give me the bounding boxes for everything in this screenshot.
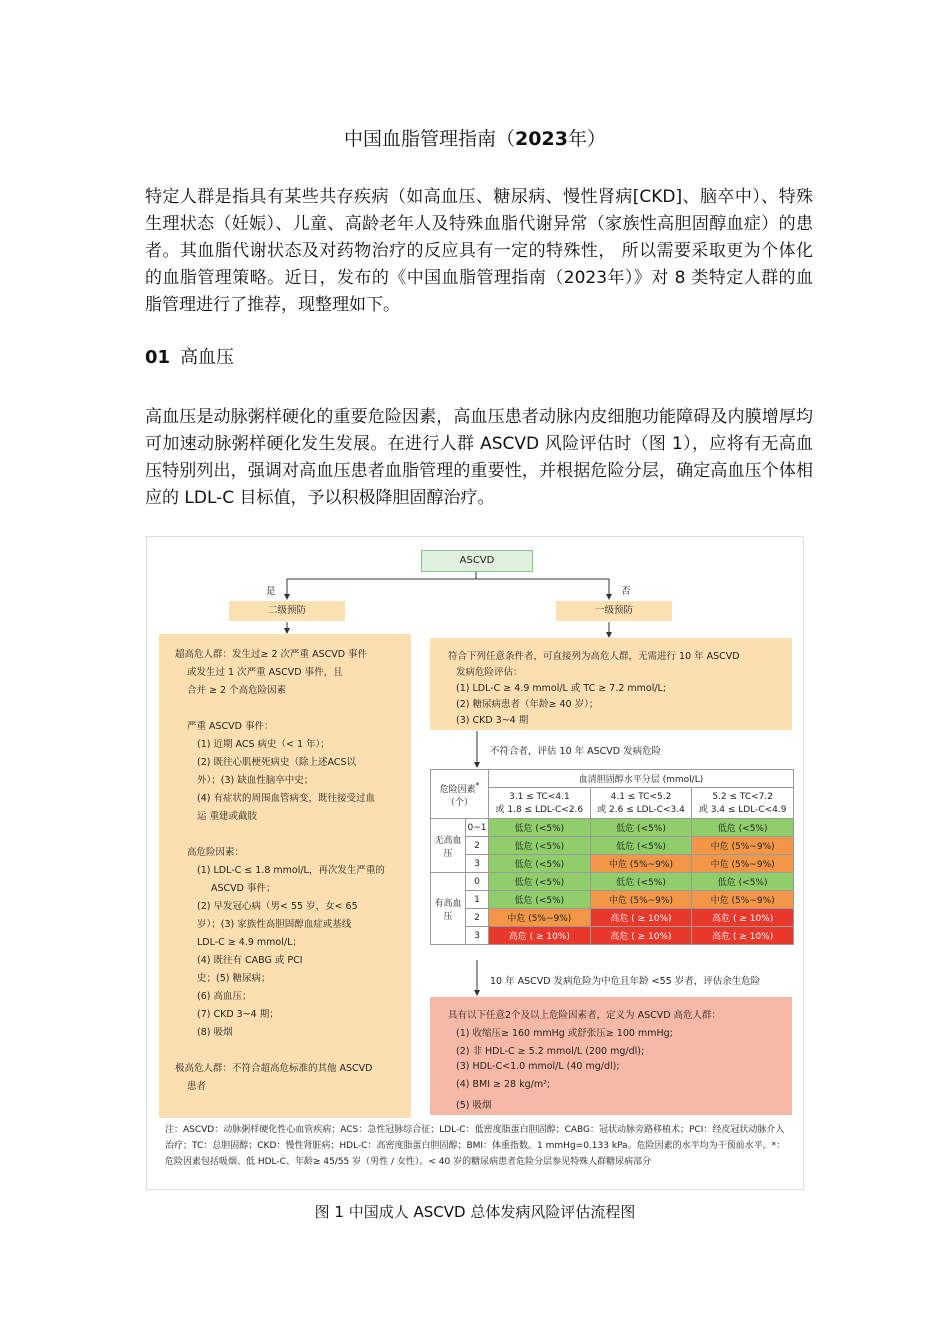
right2-line: (2) 非 HDL-C ≥ 5.2 mmol/L (200 mg/dl); <box>456 1046 645 1057</box>
left-line: (8) 吸烟 <box>197 1027 233 1038</box>
figure-caption: 图 1 中国成人 ASCVD 总体发病风险评估流程图 <box>314 1203 636 1221</box>
right1-line: (3) CKD 3~4 期 <box>456 715 529 726</box>
left-line: 或发生过 1 次严重 ASCVD 事件，且 <box>187 667 343 678</box>
right2-line: 具有以下任意2个及以上危险因素者，定义为 ASCVD 高危人群： <box>448 1010 722 1021</box>
left-line: (2) 早发冠心病（男< 55 岁，女< 65 <box>197 901 358 912</box>
risk-cell: 中危 (5%~9%) <box>692 855 794 873</box>
left-line: (6) 高血压； <box>197 991 252 1002</box>
left-line: 运 重建或截肢 <box>197 811 258 822</box>
risk-cell: 高危 ( ≥ 10%) <box>590 909 692 927</box>
ascvd-node: ASCVD <box>421 550 533 572</box>
risk-cell: 中危 (5%~9%) <box>590 855 692 873</box>
figure-flowchart <box>146 536 804 1190</box>
risk-cell: 低危 (<5%) <box>489 891 591 909</box>
lifetime-risk-note: 10 年 ASCVD 发病危险为中危且年龄 <55 岁者，评估余生危险 <box>490 976 761 987</box>
risk-cell: 高危 ( ≥ 10%) <box>692 927 794 945</box>
no-hypertension-group: 无高血压 <box>431 819 466 873</box>
figure-note: 注：ASCVD：动脉粥样硬化性心血管疾病；ACS：急性冠脉综合征；LDL-C：低密度脂蛋白胆固醇；CABG：冠状动脉旁路移植术；PCI：经皮冠状动脉介入治疗；TC：总胆固醇；CKD：慢性肾脏病；HDL-C：高密度脂蛋白胆固醇；BMI：体重指数。1 mmHg=0.133 kPa。危险因素的水平均为干预前水平。*：危险因素包括吸烟、低 HDL-C、年龄≥ 45/55 岁（男性 / 女性）。< 40 岁的糖尿病患者危险分层参见特殊人群糖尿病部分 <box>165 1125 786 1167</box>
risk-count: 3 <box>466 855 489 873</box>
left-line: 超高危人群：发生过≥ 2 次严重 ASCVD 事件 <box>175 649 368 660</box>
risk-cell: 中危 (5%~9%) <box>692 891 794 909</box>
no-label: 否 <box>621 586 631 597</box>
left-line: 合并 ≥ 2 个高危险因素 <box>187 685 287 696</box>
right2-line: (5) 吸烟 <box>456 1100 492 1111</box>
col-header-3: 5.2 ≤ TC<7.2 或 3.4 ≤ LDL-C<4.9 <box>692 788 794 819</box>
risk-cell: 低危 (<5%) <box>489 873 591 891</box>
risk-count: 1 <box>466 891 489 909</box>
left-line: (1) LDL-C ≤ 1.8 mmol/L，再次发生严重的 <box>197 865 385 876</box>
section-paragraph: 高血压是动脉粥样硬化的重要危险因素，高血压患者动脉内皮细胞功能障碍及内膜增厚均可加速动脉粥样硬化发生发展。在进行人群 ASCVD 风险评估时（图 1），应将有无高血压特别列出，强调对高血压患者血脂管理的重要性，并根据危险分层，确定高血压个体相应的 LDL-C 目标值，予以积极降胆固醇治疗。 <box>145 407 813 508</box>
col-header-1: 3.1 ≤ TC<4.1 或 1.8 ≤ LDL-C<2.6 <box>489 788 591 819</box>
risk-cell: 中危 (5%~9%) <box>489 909 591 927</box>
left-line: (1) 近期 ACS 病史（< 1 年）； <box>197 739 330 750</box>
risk-count: 0~1 <box>466 819 489 837</box>
risk-cell: 低危 (<5%) <box>590 819 692 837</box>
risk-cell: 低危 (<5%) <box>489 819 591 837</box>
left-line: 史；(5) 糖尿病； <box>197 973 271 984</box>
risk-count: 0 <box>466 873 489 891</box>
left-line: ASCVD 事件； <box>211 883 276 894</box>
right1-line: (1) LDL-C ≥ 4.9 mmol/L 或 TC ≥ 7.2 mmol/L; <box>456 683 667 694</box>
risk-cell: 低危 (<5%) <box>692 819 794 837</box>
left-line: 高危险因素： <box>187 847 245 858</box>
col-header-2: 4.1 ≤ TC<5.2 或 2.6 ≤ LDL-C<3.4 <box>590 788 692 819</box>
assess-10yr-note: 不符合者，评估 10 年 ASCVD 发病危险 <box>490 746 662 757</box>
left-line: LDL-C ≥ 4.9 mmol/L； <box>197 937 302 948</box>
risk-cell: 低危 (<5%) <box>590 837 692 855</box>
risk-factor-header: 危险因素* （个） <box>431 770 489 819</box>
cholesterol-level-header: 血清胆固醇水平分层 (mmol/L) <box>489 770 794 788</box>
left-line: 岁）；(3) 家族性高胆固醇血症或基线 <box>197 919 352 930</box>
section-heading: 01 高血压 <box>145 347 235 368</box>
risk-cell: 低危 (<5%) <box>489 837 591 855</box>
risk-count: 2 <box>466 837 489 855</box>
yes-label: 是 <box>266 586 276 597</box>
secondary-prevention-criteria <box>159 634 411 1118</box>
right2-line: (1) 收缩压≥ 160 mmHg 或舒张压≥ 100 mmHg; <box>456 1028 673 1039</box>
risk-stratification-table <box>430 769 794 945</box>
direct-high-risk-criteria <box>430 638 792 730</box>
risk-cell: 中危 (5%~9%) <box>590 891 692 909</box>
risk-cell: 低危 (<5%) <box>692 873 794 891</box>
left-line: 外）；(3) 缺血性脑卒中史； <box>197 775 314 786</box>
left-line: (7) CKD 3~4 期； <box>197 1009 279 1020</box>
hypertension-group: 有高血压 <box>431 873 466 945</box>
document-title: 中国血脂管理指南（2023年） <box>344 128 606 150</box>
risk-count: 3 <box>466 927 489 945</box>
right1-line: (2) 糖尿病患者（年龄≥ 40 岁）； <box>456 699 599 710</box>
right2-line: (4) BMI ≥ 28 kg/m²; <box>456 1079 551 1090</box>
primary-prevention-node: 一级预防 <box>556 601 672 621</box>
risk-cell: 中危 (5%~9%) <box>692 837 794 855</box>
risk-cell: 高危 ( ≥ 10%) <box>489 927 591 945</box>
right1-line: 发病危险评估： <box>456 667 523 678</box>
right2-line: (3) HDL-C<1.0 mmol/L (40 mg/dl); <box>456 1061 620 1072</box>
left-line: 严重 ASCVD 事件： <box>187 721 274 732</box>
left-line: (2) 既往心肌梗死病史（除上述ACS以 <box>197 757 356 768</box>
ascvd-high-risk-definition <box>430 997 792 1115</box>
risk-cell: 低危 (<5%) <box>590 873 692 891</box>
left-line: 极高危人群：不符合超高危标准的其他 ASCVD <box>175 1063 373 1074</box>
left-line: (4) 有症状的周围血管病变，既往接受过血 <box>197 793 375 804</box>
intro-paragraph: 特定人群是指具有某些共存疾病（如高血压、糖尿病、慢性肾病[CKD]、脑卒中）、特殊生理状态（妊娠）、儿童、高龄老年人及特殊血脂代谢异常（家族性高胆固醇血症）的患者。其血脂代谢状态及对药物治疗的反应具有一定的特殊性， 所以需要采取更为个体化的血脂管理策略。近日，发布的《中国血脂管理指南（2023年）》对 8 类特定人群的血脂管理进行了推荐，现整理如下。 <box>145 187 813 315</box>
left-line: 患者 <box>187 1081 207 1092</box>
right1-line: 符合下列任意条件者，可直接列为高危人群，无需进行 10 年 ASCVD <box>448 651 740 662</box>
secondary-prevention-node: 二级预防 <box>229 601 345 621</box>
risk-cell: 高危 ( ≥ 10%) <box>692 909 794 927</box>
risk-cell: 高危 ( ≥ 10%) <box>590 927 692 945</box>
risk-count: 2 <box>466 909 489 927</box>
risk-cell: 低危 (<5%) <box>489 855 591 873</box>
left-line: (4) 既往有 CABG 或 PCI <box>197 955 303 966</box>
